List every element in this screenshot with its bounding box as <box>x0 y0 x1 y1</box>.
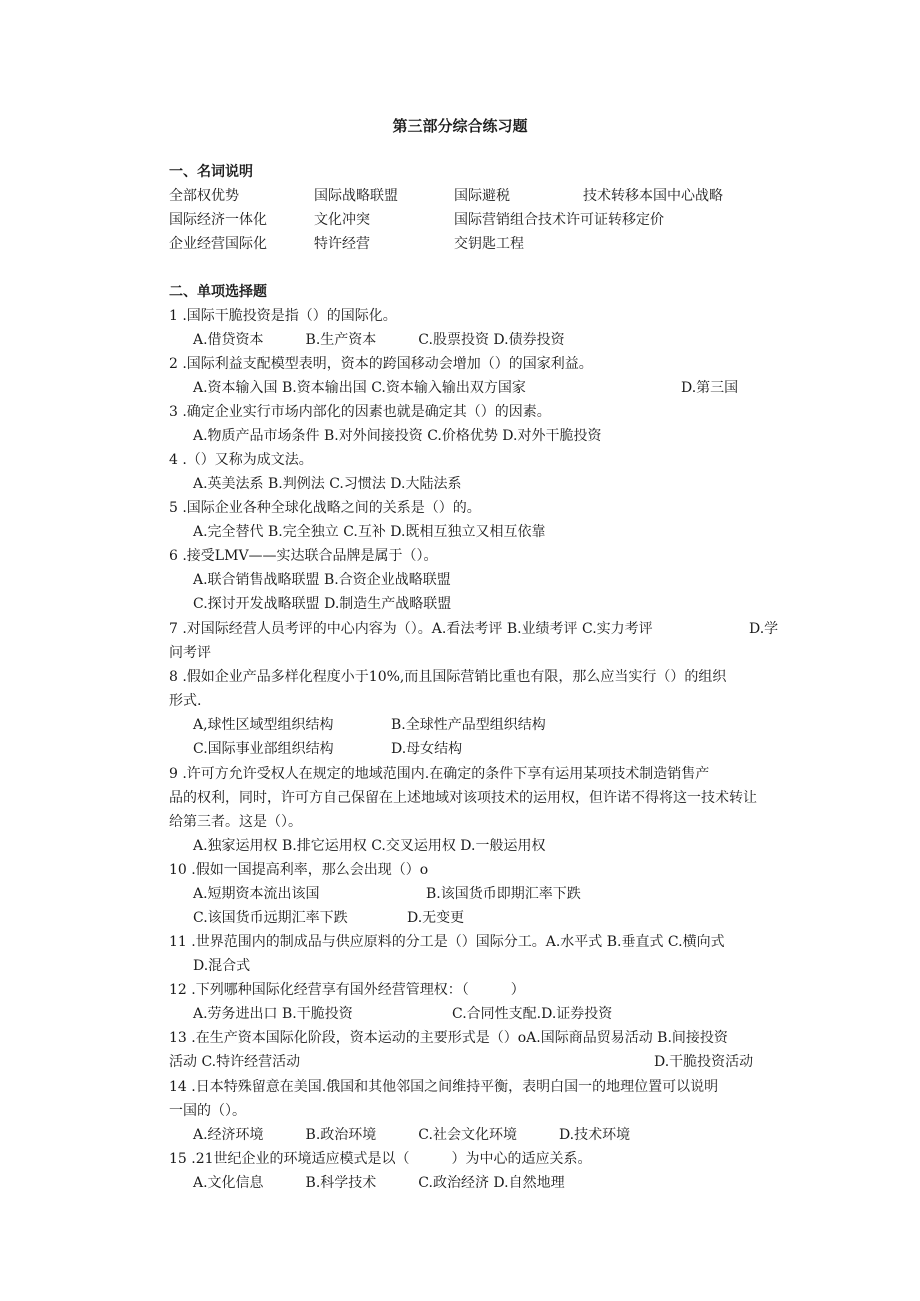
question-stem: 5 .国际企业各种全球化战略之间的关系是（）的。 <box>169 500 481 516</box>
question-stem: 一国的（）。 <box>169 1103 246 1119</box>
question-stem: 10 .假如一国提高利率，那么会出现（）o <box>169 862 429 878</box>
question-stem: 15 .21世纪企业的环境适应模式是以（ ）为中心的适应关系。 <box>169 1151 592 1167</box>
question-options: D.混合式 <box>193 958 251 974</box>
question-stem: 12 .下列哪种国际化经营享有国外经营管理权：（ ） <box>169 982 525 998</box>
question-stem: 2 .国际利益支配模型表明，资本的跨国移动会增加（）的国家利益。 <box>169 356 593 372</box>
question-stem: 9 .许可方允许受权人在规定的地域范围内.在确定的条件下享有运用某项技术制造销售产 <box>169 766 710 782</box>
question-options: D.第三国 <box>681 380 739 396</box>
question-options: A.借贷资本 B.生产资本 C.股票投资 D.债券投资 <box>193 332 565 348</box>
term-item: 交钥匙工程 <box>454 236 524 252</box>
question-stem: 8 .假如企业产品多样化程度小于10%,而且国际营销比重也有限，那么应当实行（）的组织 <box>169 669 727 685</box>
term-item: 技术转移本国中心战略 <box>583 188 723 204</box>
question-stem: 3 .确定企业实行市场内部化的因素也就是确定其（）的因素。 <box>169 404 551 420</box>
question-stem: 问考评 <box>169 645 211 661</box>
question-options: A.英美法系 B.判例法 C.习惯法 D.大陆法系 <box>193 476 462 492</box>
question-options: A.物质产品市场条件 B.对外间接投资 C.价格优势 D.对外干脆投资 <box>193 428 602 444</box>
question-stem: 6 .接受LMV——实达联合品牌是属于（）。 <box>169 548 438 564</box>
term-item: 国际营销组合技术许可证转移定价 <box>454 212 664 228</box>
question-stem: 7 .对国际经营人员考评的中心内容为（）。A.看法考评 B.业绩考评 C.实力考评 <box>169 621 653 637</box>
question-options: 活动 C.特许经营活动 <box>169 1054 301 1070</box>
question-options: B.该国货币即期汇率下跌 <box>426 886 581 902</box>
question-options: A.完全替代 B.完全独立 C.互补 D.既相互独立又相互依靠 <box>193 524 546 540</box>
page-title: 第三部分综合练习题 <box>392 117 528 135</box>
question-stem: 品的权利，同时，许可方自己保留在上述地域对该项技术的运用权，但许诺不得将这一技术转让 <box>169 790 757 806</box>
term-item: 企业经营国际化 <box>169 236 267 252</box>
term-item: 国际避税 <box>454 188 510 204</box>
question-options: B.全球性产品型组织结构 <box>391 717 546 733</box>
term-item: 全部权优势 <box>169 188 239 204</box>
question-options: D.干脆投资活动 <box>654 1054 754 1070</box>
question-options: C.该国货币远期汇率下跌 <box>193 910 348 926</box>
section-heading-terms: 一、名词说明 <box>169 164 253 180</box>
question-options: D.学 <box>749 621 779 637</box>
question-stem: 形式. <box>169 693 202 709</box>
question-options: A.经济环境 B.政治环境 C.社会文化环境 D.技术环境 <box>193 1127 631 1143</box>
term-item: 国际经济一体化 <box>169 212 267 228</box>
question-options: A.文化信息 B.科学技术 C.政治经济 D.自然地理 <box>193 1175 565 1191</box>
question-options: A.资本输入国 B.资本输出国 C.资本输入输出双方国家 <box>193 380 526 396</box>
question-options: D.母女结构 <box>391 741 463 757</box>
question-stem: 4 .（）又称为成文法。 <box>169 452 313 468</box>
question-options: C.国际事业部组织结构 <box>193 741 334 757</box>
question-stem: 给第三者。这是（）。 <box>169 814 302 830</box>
section-heading-choice: 二、单项选择题 <box>169 284 267 300</box>
question-options: A.独家运用权 B.排它运用权 C.交叉运用权 D.一般运用权 <box>193 838 546 854</box>
question-stem: 1 .国际干脆投资是指（）的国际化。 <box>169 308 397 324</box>
term-item: 国际战略联盟 <box>314 188 398 204</box>
question-options: D.无变更 <box>407 910 465 926</box>
question-options: A,球性区域型组织结构 <box>193 717 334 733</box>
question-options: C.探讨开发战略联盟 D.制造生产战略联盟 <box>193 596 452 612</box>
question-stem: 13 .在生产资本国际化阶段，资本运动的主要形式是（）oA.国际商品贸易活动 B.间接投资 <box>169 1030 728 1046</box>
question-stem: 11 .世界范围内的制成品与供应原料的分工是（）国际分工。A.水平式 B.垂直式 C.横向式 <box>169 934 725 950</box>
question-options: A.劳务进出口 B.干脆投资 <box>193 1006 353 1022</box>
question-options: A.短期资本流出该国 <box>193 886 320 902</box>
term-item: 特许经营 <box>314 236 370 252</box>
question-options: A.联合销售战略联盟 B.合资企业战略联盟 <box>193 572 451 588</box>
term-item: 文化冲突 <box>314 212 370 228</box>
question-stem: 14 .日本特殊留意在美国.俄国和其他邻国之间维持平衡，表明白国一的地理位置可以说明 <box>169 1079 719 1095</box>
question-options: C.合同性支配.D.证券投资 <box>452 1006 613 1022</box>
